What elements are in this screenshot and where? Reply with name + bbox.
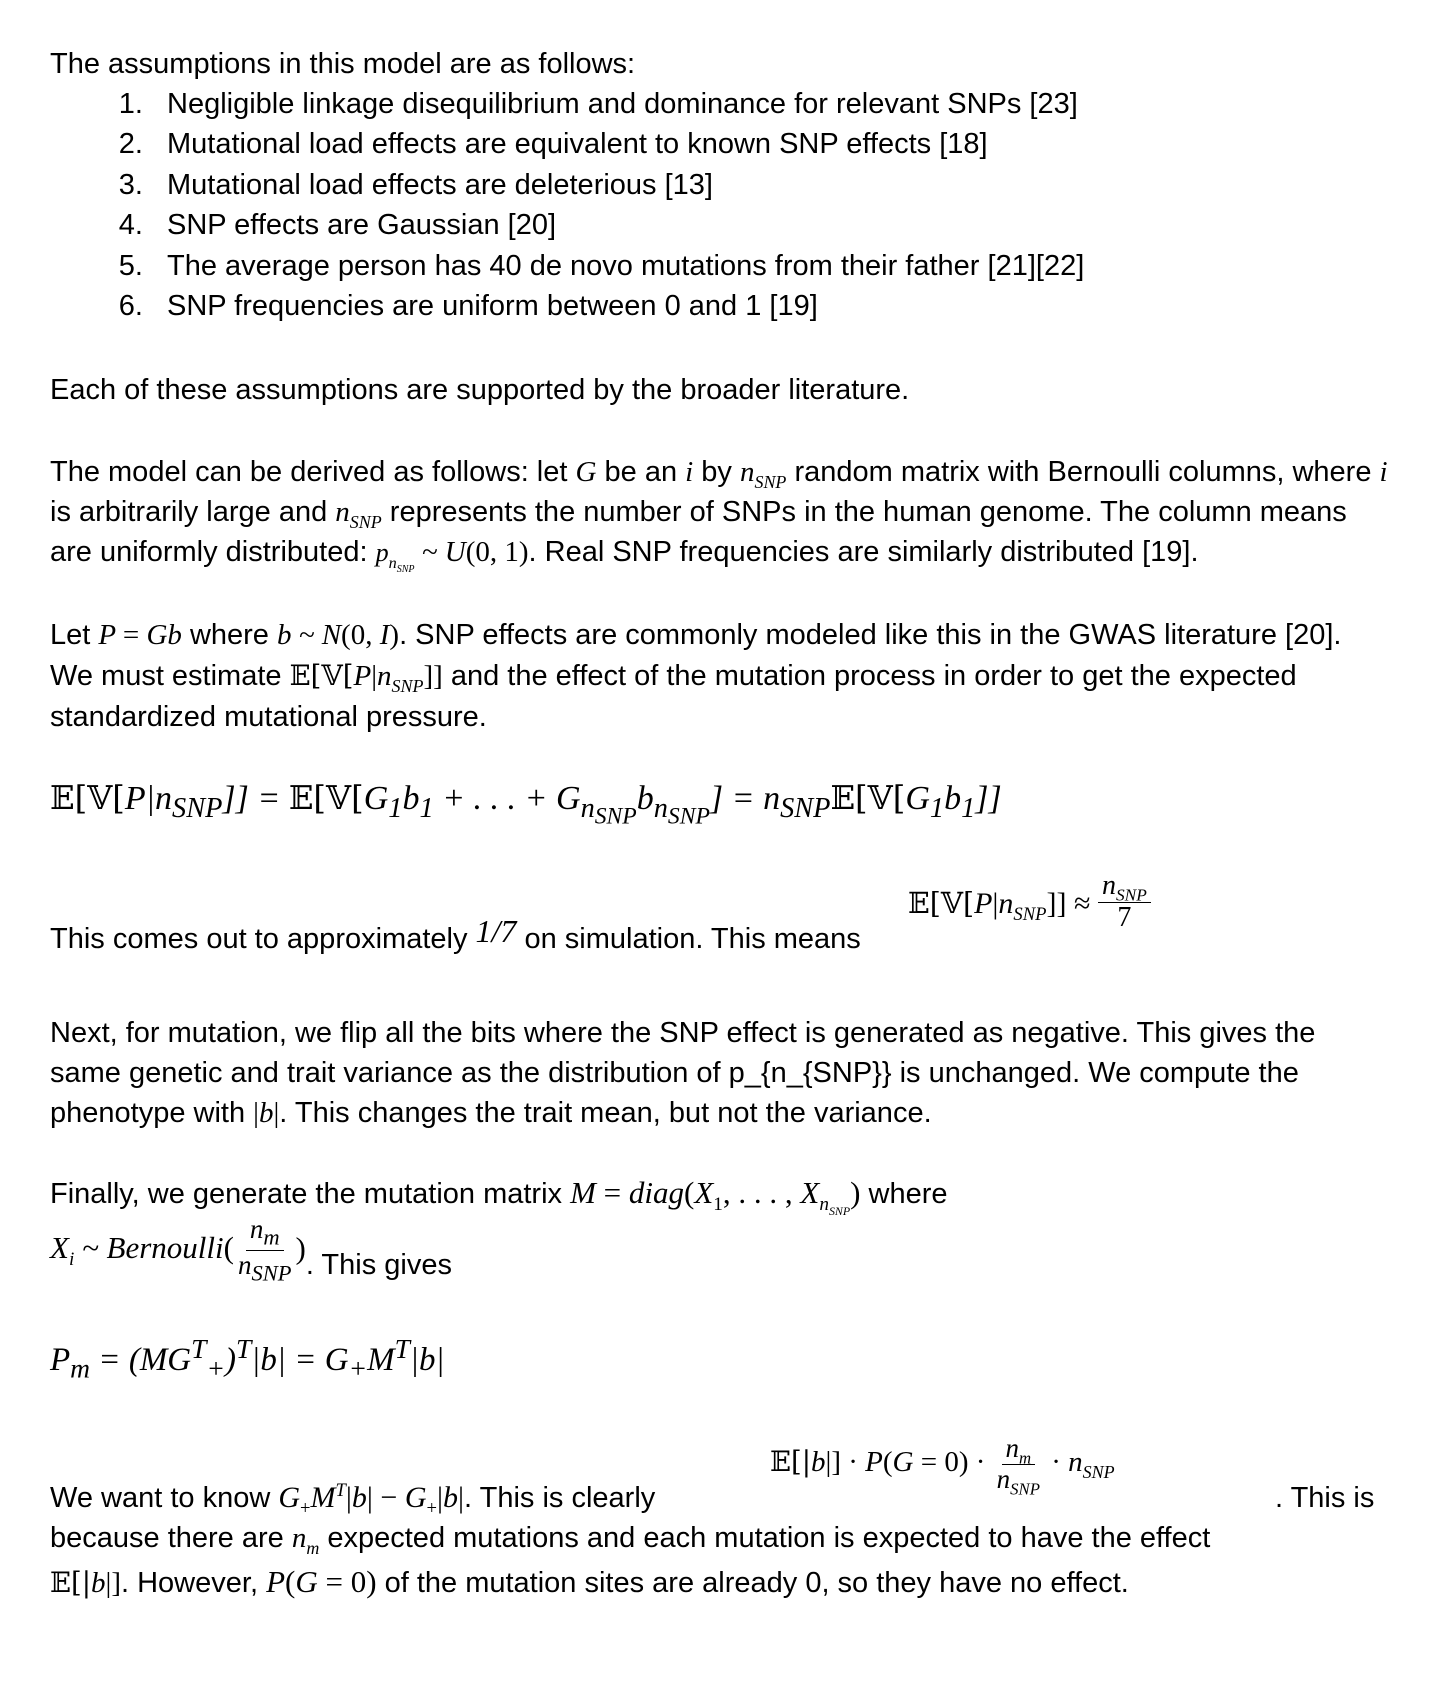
list-item: 5. The average person has 40 de novo mutations from their father [21][22]: [151, 246, 1390, 286]
simulation-line: This comes out to approximately 1/7 on simulation. This means $𝔼[𝕍[P|n_{SNP}]]$ ≈ $\frac{n_{SNP}}{7}$: [50, 865, 1390, 975]
list-item: 6. SNP frequencies are uniform between 0 and 1 [19]: [151, 286, 1390, 326]
equation-pm: $P_m = (MG^T_+)^T|b| = G_+M^T|b|$: [50, 1332, 445, 1384]
mutation-paragraph: Next, for mutation, we flip all the bits where the SNP effect is generated as negative. This gives the same genetic and trait variance as the distribution of p_{n_{SNP}} is unchanged. We compute the phenotype with |b|. This changes the trait mean, but not the variance.: [50, 1016, 1316, 1129]
final-paragraph: Finally, we generate the mutation matrix $M = diag(X_1$, . . . , $X_{n_{SNP}}$) where $X_i$ ~ Bernoulli( $\frac{n_m}{n_{SNP}}$ ). This gives: [50, 1174, 948, 1286]
equation-variance: $𝔼[𝕍[P|n_{SNP}]]$ = $𝔼[𝕍[G_1b_1$ + . . . + $G_{n_{SNP}}b_{n_{SNP}}$] = $n_{SNP}𝔼[𝕍[G_1b_1]]$: [50, 779, 1002, 830]
equation-expected-effect: 𝔼[|b|] · P(G = 0) · $\frac{n_m}{n_{SNP}}$ · $n_{SNP}$: [770, 1433, 1115, 1499]
list-item: 3. Mutational load effects are deleterious [13]: [151, 165, 1390, 205]
assumptions-list: [50, 84, 1390, 326]
support-paragraph: Each of these assumptions are supported by the broader literature.: [50, 374, 910, 407]
document-body: [50, 44, 1390, 1614]
list-item: 2. Mutational load effects are equivalent to known SNP effects [18]: [151, 124, 1390, 164]
want-paragraph: 𝔼[|b|] · P(G = 0) · $\frac{n_m}{n_{SNP}}$ · $n_{SNP}$ We want to know $G_+M^T|b| - G_+|b|$. This is clearly . This is because there are $n_m$ expected mutations and each mutation is expected to have the effect 𝔼[|b|]. However, P(G = 0) of the mutation sites are already 0, so they have no effect.: [50, 1433, 1375, 1600]
intro-text: The assumptions in this model are as follows:: [50, 48, 636, 80]
list-item: 1. Negligible linkage disequilibrium and dominance for relevant SNPs [23]: [151, 84, 1390, 124]
list-item: 4. SNP effects are Gaussian [20]: [151, 205, 1390, 245]
let-paragraph: Let P = Gb where b ~ N(0, I). SNP effects are commonly modeled like this in the GWAS literature [20]. We must estimate $𝔼[𝕍[P|n_{SNP}]]$ and the effect of the mutation process in order to get the expected standardized mutational pressure.: [50, 619, 1342, 734]
model-paragraph: The model can be derived as follows: let G be an i by $n_{SNP}$ random matrix with Bernoulli columns, where i is arbitrarily large and $n_{SNP}$ represents the number of SNPs in the human genome. The column means are uniformly distributed: $p_{n_{SNP}}$ ~ U(0, 1). Real SNP frequencies are similarly distributed [19].: [50, 456, 1388, 575]
equation-approx: $𝔼[𝕍[P|n_{SNP}]]$ ≈ $\frac{n_{SNP}}{7}$: [908, 871, 1151, 934]
